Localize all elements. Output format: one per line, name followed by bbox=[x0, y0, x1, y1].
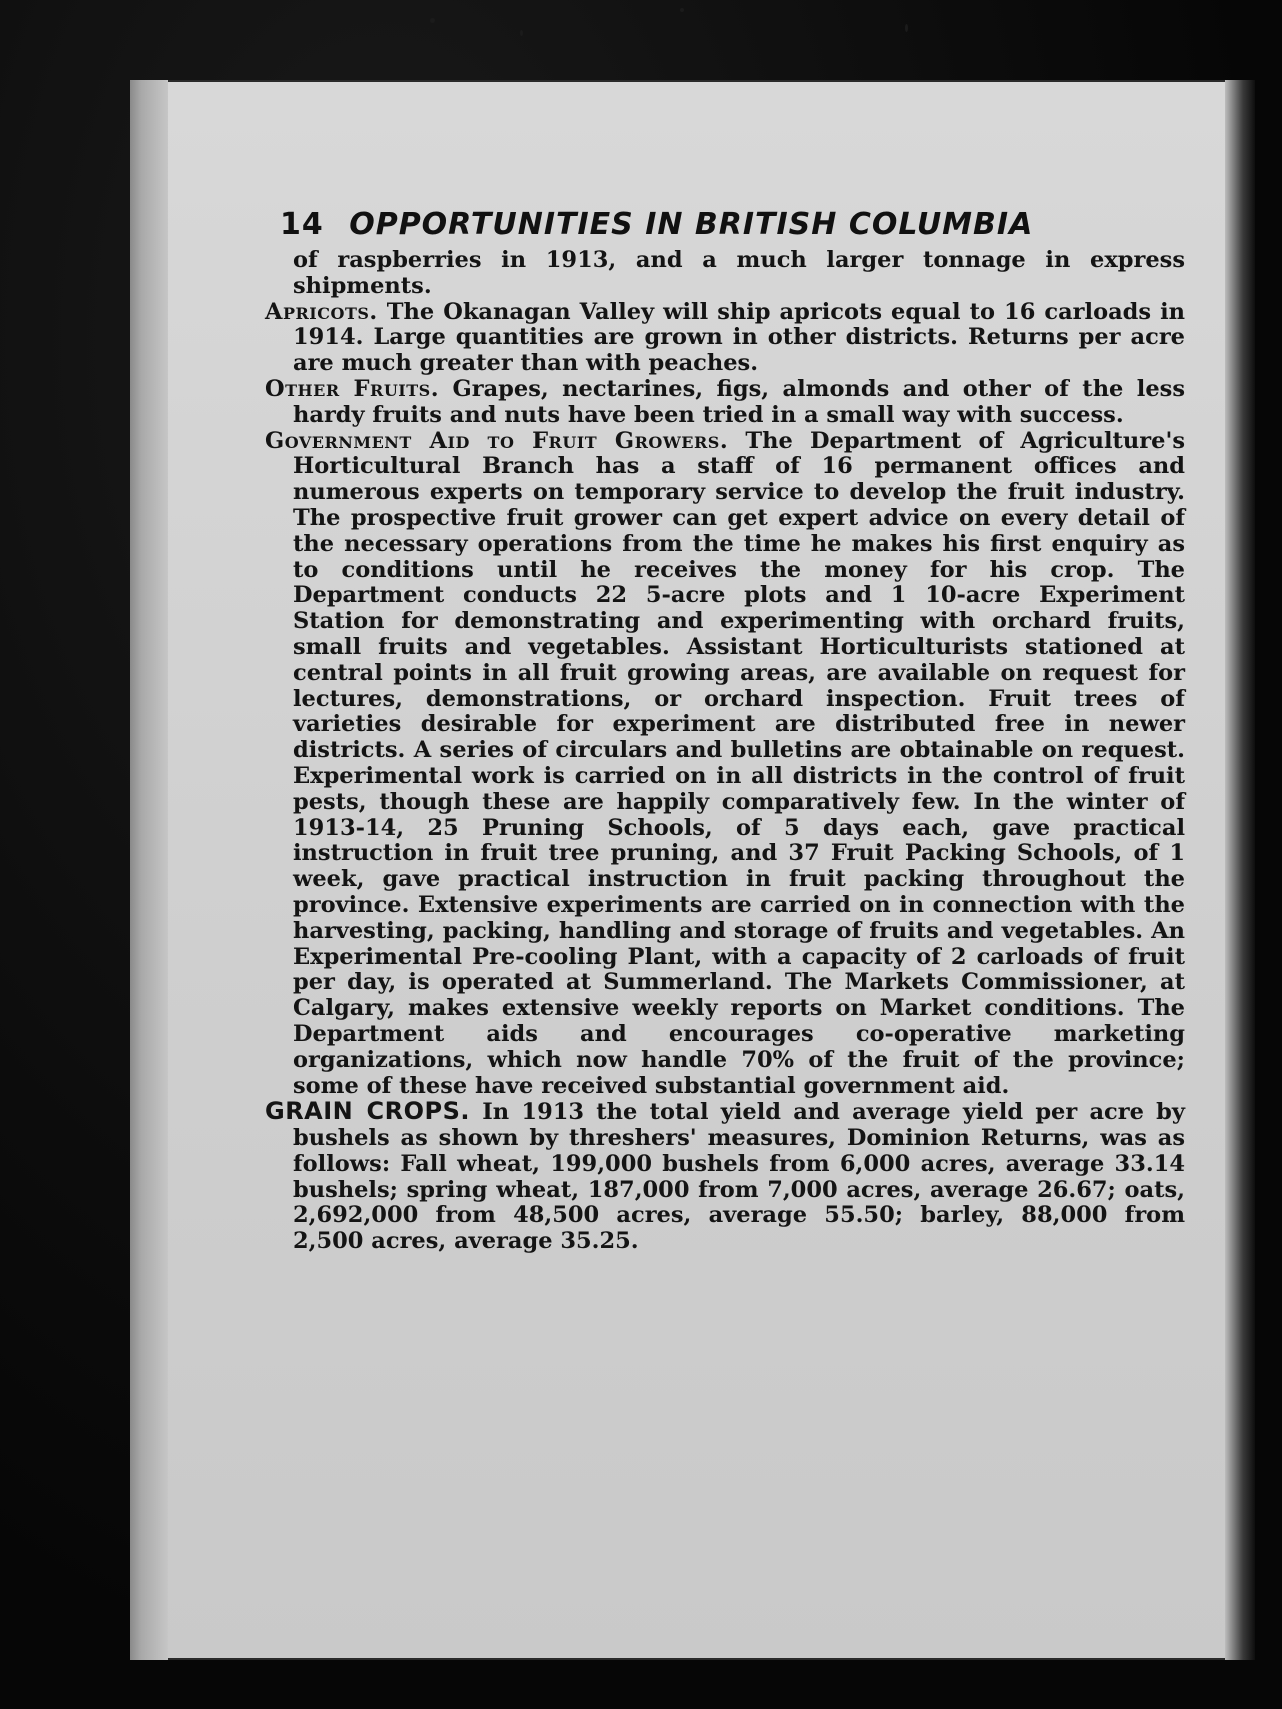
dust-speck bbox=[905, 24, 908, 32]
paragraph-raspberries bbox=[265, 248, 1185, 300]
paragraph-text: Grapes, nectarines, figs, almonds and other of the less hardy fruits and nuts have been tried in a small way with success. bbox=[293, 375, 1186, 428]
paragraph-text: In 1913 the total yield and average yield per acre by bushels as shown by threshers' measures, Dominion Returns, was as follows: Fall wheat, 199,000 bushels from 6,000 acres, average 33.14 bushels; spring wheat, 187,000 from 7,000 acres, average 26.67; oats, 2,692,000 from 48,500 acres, average 55.50; barley, 88,000 from 2,500 acres, average 35.25. bbox=[293, 1099, 1185, 1255]
paragraph-other-fruits bbox=[265, 377, 1185, 429]
running-head bbox=[280, 207, 1200, 242]
page-gutter-left bbox=[130, 80, 168, 1660]
paragraph-heading: Government Aid to Fruit Growers. bbox=[265, 427, 729, 454]
paragraph-heading: GRAIN CROPS. bbox=[265, 1097, 471, 1126]
paragraph-text: The Okanagan Valley will ship apricots equal to 16 carloads in 1914. Large quantities are grown in other districts. Returns per acre are much greater than with peaches. bbox=[293, 298, 1185, 377]
paragraph-text: of raspberries in 1913, and a much larger tonnage in express shipments. bbox=[293, 247, 1185, 299]
paragraph-grain-crops bbox=[265, 1099, 1185, 1255]
paragraph-heading: Other Fruits. bbox=[265, 375, 440, 402]
book-page bbox=[130, 80, 1255, 1660]
dust-speck bbox=[430, 18, 435, 23]
dust-speck bbox=[520, 30, 523, 36]
body-text bbox=[265, 248, 1185, 1255]
paragraph-text: The Department of Agriculture's Horticultural Branch has a staff of 16 permanent offices and numerous experts on temporary service to develop the fruit industry. The prospective fruit grower can get expert advice on every detail of the necessary operations from the time he makes his first enquiry as to conditions until he receives the money for his crop. The Department conducts 22 5-acre plots and 1 10-acre Experiment Station for demonstrating and experimenting with orchard fruits, small fruits and vegetables. Assistant Horticulturists stationed at central points in all fruit growing areas, are available on request for lectures, demonstrations, or orchard inspection. Fruit trees of varieties desirable for experiment are distributed free in newer districts. A series of circulars and bulletins are obtainable on request. Experimental work is carried on in all districts in the control of fruit pests, though these are happily comparatively few. In the winter of 1913-14, 25 Pruning Schools, of 5 days each, gave practical instruction in fruit tree pruning, and 37 Fruit Packing Schools, of 1 week, gave practical instruction in fruit packing throughout the province. Extensive experiments are carried on in connection with the harvesting, packing, handling and storage of fruits and vegetables. An Experimental Pre-cooling Plant, with a capacity of 2 carloads of fruit per day, is operated at Summerland. The Markets Commissioner, at Calgary, makes extensive weekly reports on Market conditions. The Department aids and encourages co-operative marketing organizations, which now handle 70% of the fruit of the province; some of these have received substantial government aid. bbox=[293, 427, 1185, 1099]
paragraph-apricots bbox=[265, 300, 1185, 377]
page-edge-right bbox=[1225, 80, 1255, 1660]
paragraph-heading: Apricots. bbox=[265, 298, 378, 325]
dust-speck bbox=[680, 8, 684, 12]
page-number: 14 bbox=[280, 207, 324, 242]
page-title: OPPORTUNITIES IN BRITISH COLUMBIA bbox=[349, 207, 1034, 242]
paragraph-government-aid bbox=[265, 429, 1185, 1100]
